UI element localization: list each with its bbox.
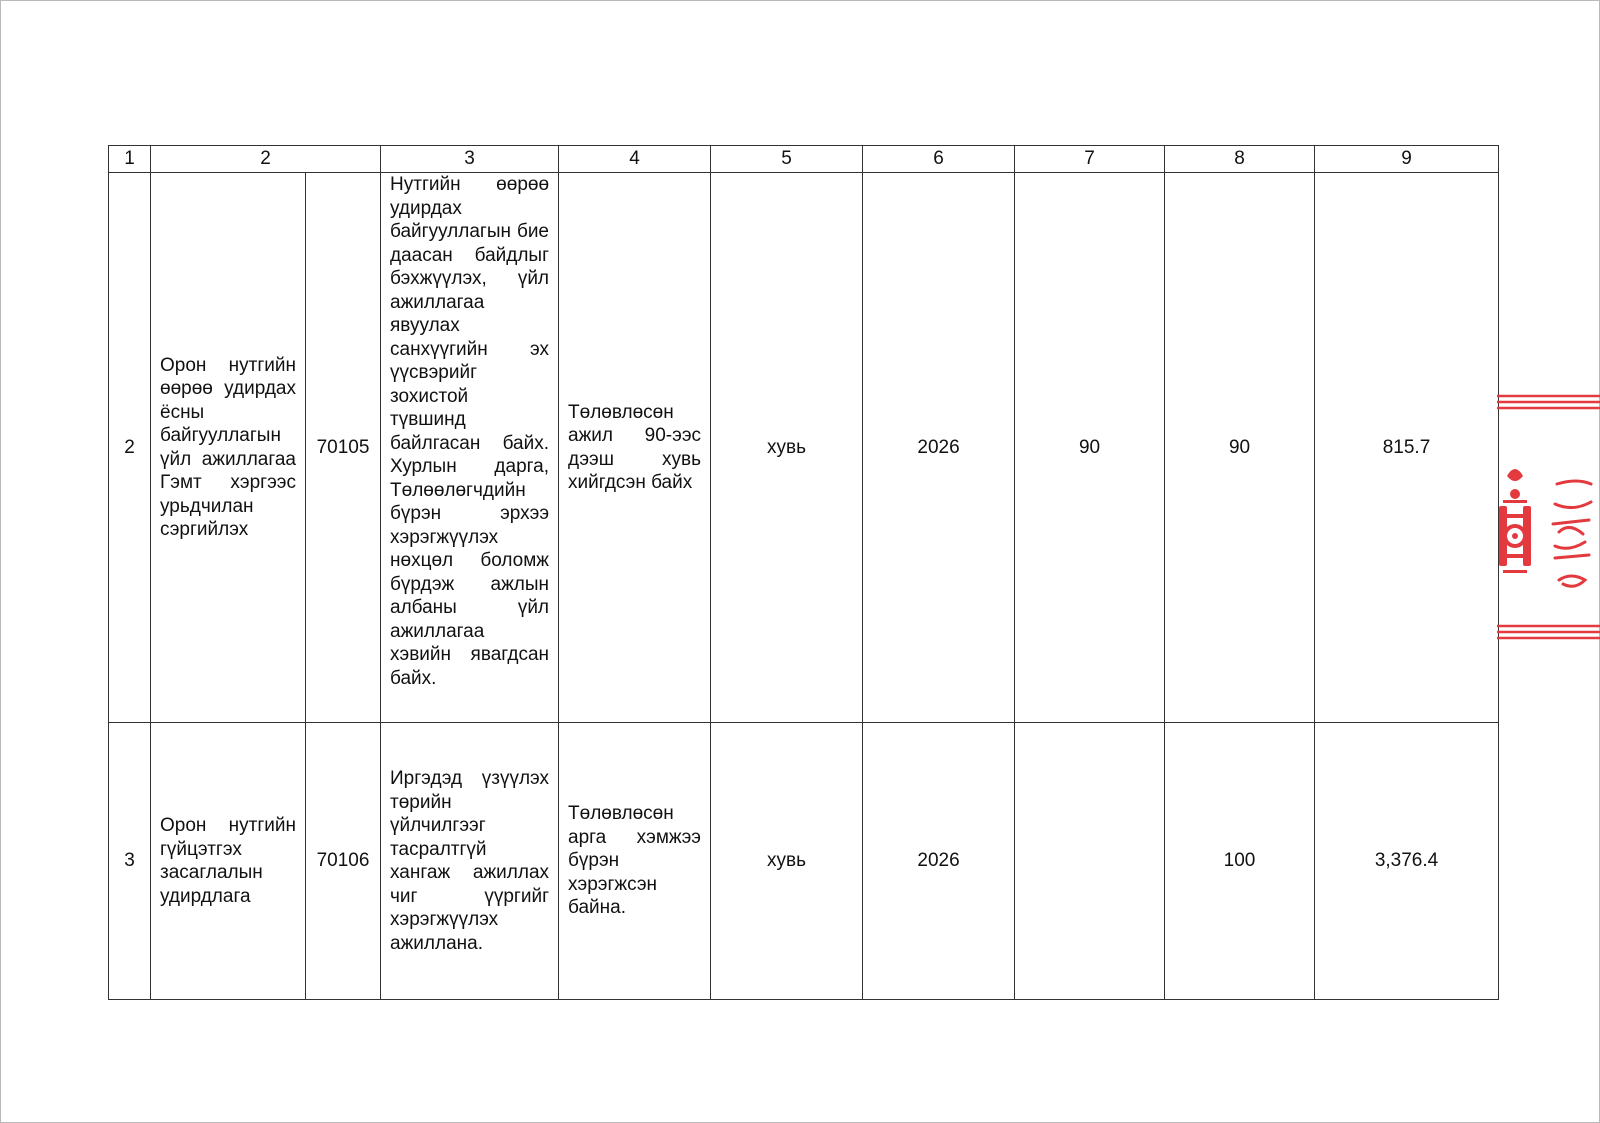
target-year: 2026 bbox=[863, 723, 1015, 1000]
stamp-seal bbox=[1497, 394, 1600, 644]
budget-amount: 815.7 bbox=[1315, 173, 1499, 723]
program-objective: Иргэдэд үзүүлэх төрийн үйлчилгээг тасралтгүй хангаж ажиллах чиг үүргийг хэрэгжүүлэх ажиллана. bbox=[381, 723, 559, 1000]
performance-indicator: Төлөвлөсөн ажил 90-ээс дээш хувь хийгдсэн байх bbox=[559, 173, 711, 723]
header-cell-4: 4 bbox=[559, 146, 711, 173]
performance-indicator: Төлөвлөсөн арга хэмжээ бүрэн хэрэгжсэн байна. bbox=[559, 723, 711, 1000]
header-cell-3: 3 bbox=[381, 146, 559, 173]
target-value: 100 bbox=[1165, 723, 1315, 1000]
header-cell-9: 9 bbox=[1315, 146, 1499, 173]
program-code: 70106 bbox=[306, 723, 381, 1000]
measure-unit: хувь bbox=[711, 173, 863, 723]
header-cell-7: 7 bbox=[1015, 146, 1165, 173]
target-value: 90 bbox=[1165, 173, 1315, 723]
table-row bbox=[109, 173, 1499, 723]
budget-amount: 3,376.4 bbox=[1315, 723, 1499, 1000]
program-name: Орон нутгийн гүйцэтгэх засаглалын удирдлага bbox=[151, 723, 306, 1000]
row-number: 3 bbox=[109, 723, 151, 1000]
target-year: 2026 bbox=[863, 173, 1015, 723]
signature-mark bbox=[1553, 481, 1591, 586]
measure-unit: хувь bbox=[711, 723, 863, 1000]
baseline-value bbox=[1015, 723, 1165, 1000]
header-cell-6: 6 bbox=[863, 146, 1015, 173]
header-cell-1: 1 bbox=[109, 146, 151, 173]
table-row bbox=[109, 723, 1499, 1000]
program-code: 70105 bbox=[306, 173, 381, 723]
baseline-value: 90 bbox=[1015, 173, 1165, 723]
header-cell-5: 5 bbox=[711, 146, 863, 173]
header-cell-2: 2 bbox=[151, 146, 381, 173]
soyombo-seal-icon bbox=[1499, 469, 1531, 573]
program-name: Орон нутгийн өөрөө удирдах ёсны байгууллагын үйл ажиллагаа Гэмт хэргээс урьдчилан сэргийлэх bbox=[151, 173, 306, 723]
program-objective: Нутгийн өөрөө удирдах байгууллагын бие даасан байдлыг бэхжүүлэх, үйл ажиллагаа явуулах санхүүгийн эх үүсвэрийг зохистой түвшинд байлгасан байх. Хурлын дарга, Төлөөлөгчдийн бүрэн эрхээ хэрэгжүүлэх нөхцөл боломж бүрдэж ажлын албаны үйл ажиллагаа хэвийн явагдсан байх. bbox=[381, 173, 559, 723]
header-row bbox=[109, 146, 1499, 173]
program-table bbox=[108, 145, 1499, 1000]
row-number: 2 bbox=[109, 173, 151, 723]
header-cell-8: 8 bbox=[1165, 146, 1315, 173]
